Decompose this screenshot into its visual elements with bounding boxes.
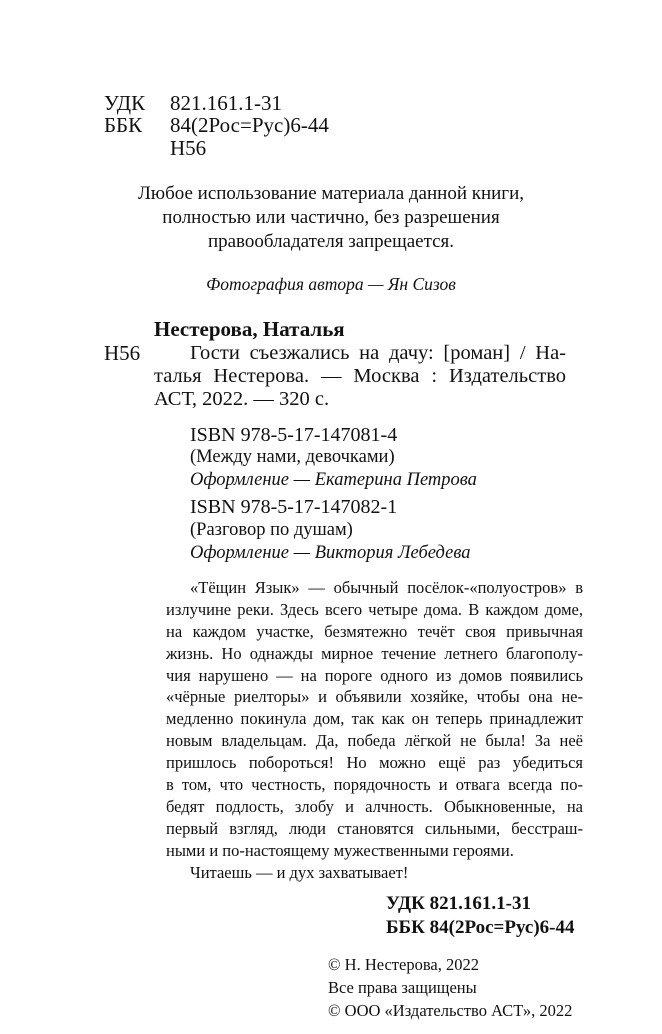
bottom-udk: УДК 821.161.1-31 <box>386 893 531 914</box>
series-name: (Между нами, девочками) <box>190 447 395 467</box>
author-heading: Нестерова, Наталья <box>154 317 345 341</box>
annotation-line: в том, что честность, порядочность и отвага всегда по- <box>166 775 583 794</box>
annotation-line: чия нарушено — на пороге одного из домов появились <box>166 666 583 685</box>
annotation-line: пришлось побороться! Но можно ещё раз убедиться <box>166 753 583 772</box>
copyright-line: Все права защищены <box>328 978 477 997</box>
annotation-closing: Читаешь — и дух захватывает! <box>190 863 409 882</box>
udk-label: УДК <box>104 91 146 115</box>
annotation-line: новым владельцам. Да, победа лёгкой не была! За неё <box>166 731 583 750</box>
annotation-line: излучине реки. Здесь всего четыре дома. В каждом доме, <box>166 600 583 619</box>
bbk-code: 84(2Рос=Рус)6-44 <box>170 113 329 137</box>
design-credit: Оформление — Екатерина Петрова <box>190 470 477 490</box>
udk-code: 821.161.1-31 <box>170 91 282 115</box>
rights-notice <box>0 182 662 254</box>
annotation-line: медленно покинула дом, так как он теперь принадлежит <box>166 709 583 728</box>
bottom-bbk: ББК 84(2Рос=Рус)6-44 <box>386 917 575 938</box>
rights-line: Любое использование материала данной книги, <box>137 183 525 204</box>
copyright-line: © ООО «Издательство АСТ», 2022 <box>328 1001 573 1020</box>
copyright-line: © Н. Нестерова, 2022 <box>328 955 479 974</box>
annotation-line: на каждом участке, безмятежно течёт своя привычная <box>166 622 583 641</box>
description-line: АСТ, 2022. — 320 с. <box>154 388 330 410</box>
annotation-line: бедят подлость, злобу и алчность. Обыкновенные, на <box>166 797 583 816</box>
description-line: талья Нестерова. — Москва : Издательство <box>154 365 566 387</box>
annotation-line: жизнь. Но однажды мирное течение летнего благополу- <box>166 644 583 663</box>
isbn: ISBN 978-5-17-147081-4 <box>190 424 398 446</box>
copyright-block <box>328 953 572 1022</box>
annotation-line: «Тёщин Язык» — обычный посёлок-«полуостров» в <box>190 578 583 597</box>
author-mark-top: Н56 <box>170 136 207 160</box>
annotation-line: первый взгляд, люди становятся сильными, бесстраш- <box>166 819 583 838</box>
annotation-line: «чёрные риелторы» и объявили хозяйке, чтобы она не- <box>166 687 583 706</box>
rights-line: правообладателя запрещается. <box>207 231 455 252</box>
rights-line: полностью или частично, без разрешения <box>162 207 500 228</box>
photo-credit: Фотография автора — Ян Сизов <box>206 274 456 294</box>
description-line: Гости съезжались на дачу: [роман] / На- <box>190 342 566 364</box>
isbn: ISBN 978-5-17-147082-1 <box>190 496 398 518</box>
series-name: (Разговор по душам) <box>190 520 353 540</box>
author-mark: Н56 <box>104 341 141 365</box>
annotation-line: ными и по-настоящему мужественными героями. <box>166 841 514 860</box>
bbk-label: ББК <box>104 113 143 137</box>
design-credit: Оформление — Виктория Лебедева <box>190 543 471 563</box>
